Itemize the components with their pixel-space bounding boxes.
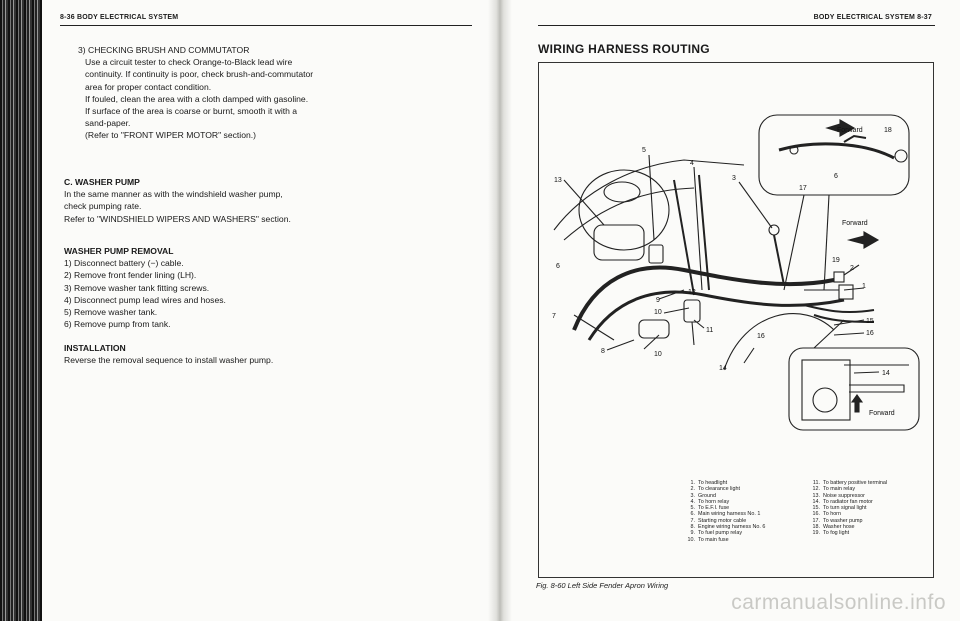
paragraph: Refer to "WINDSHIELD WIPERS AND WASHERS" section. <box>64 213 291 224</box>
left-header-rule <box>60 25 472 26</box>
label-14: 14 <box>882 370 890 377</box>
label-10: 10 <box>654 351 662 358</box>
legend-item: 14. To radiator fan motor <box>812 498 873 505</box>
wiring-diagram <box>544 110 924 475</box>
section-heading: INSTALLATION <box>64 343 126 353</box>
label-forward: Forward <box>869 410 895 417</box>
label-8: 8 <box>601 348 605 355</box>
label-3: 3 <box>732 175 736 182</box>
legend-item: 17. To washer pump <box>812 517 863 524</box>
section-installation <box>64 342 304 366</box>
book-binding <box>0 0 42 621</box>
paragraph: In the same manner as with the windshield washer pump, check pumping rate. <box>64 189 283 212</box>
label-16: 16 <box>757 333 765 340</box>
section-brush-commutator <box>78 44 318 142</box>
label-4: 4 <box>690 160 694 167</box>
paragraph: (Refer to "FRONT WIPER MOTOR" section.) <box>85 130 256 141</box>
left-page-header: 8-36 BODY ELECTRICAL SYSTEM <box>60 14 179 21</box>
step: 1) Disconnect battery (−) cable. <box>64 258 184 269</box>
label-10: 10 <box>654 309 662 316</box>
figure-caption: Fig. 8-60 Left Side Fender Apron Wiring <box>536 581 669 590</box>
legend-item: 9. To fuel pump relay <box>690 530 743 537</box>
figure-legend-right <box>808 480 887 537</box>
label-5: 5 <box>642 147 646 154</box>
legend-item: 4. To horn relay <box>690 498 730 505</box>
legend-item: 10. To main fuse <box>687 536 729 543</box>
label-19: 19 <box>832 257 840 264</box>
label-15: 15 <box>866 318 874 325</box>
legend-item: 13. Noise suppressor <box>812 492 865 499</box>
legend-item: 19. To fog light <box>812 530 850 537</box>
right-header-rule <box>538 25 935 26</box>
label-6: 6 <box>556 263 560 270</box>
section-title: 3) CHECKING BRUSH AND COMMUTATOR <box>78 45 250 55</box>
figure-legend-left <box>683 480 765 543</box>
label-18: 18 <box>884 127 892 134</box>
step: 6) Remove pump from tank. <box>64 319 171 330</box>
section-heading: WASHER PUMP REMOVAL <box>64 246 174 256</box>
legend-item: 6. Main wiring harness No. 1 <box>690 511 761 518</box>
legend-item: 12. To main relay <box>812 486 856 493</box>
watermark[interactable]: carmanualsonline.info <box>731 591 946 614</box>
label-1: 1 <box>862 283 866 290</box>
paragraph: Reverse the removal sequence to install washer pump. <box>64 355 274 366</box>
page-gutter <box>488 0 512 621</box>
legend-item: 5. To E.F.I. fuse <box>690 505 730 512</box>
label-forward: Forward <box>837 127 863 134</box>
legend-item: 2. To clearance light <box>690 486 740 493</box>
legend-item: 11. To battery positive terminal <box>812 480 888 486</box>
section-washer-pump <box>64 176 304 225</box>
step: 4) Disconnect pump lead wires and hoses. <box>64 294 226 305</box>
legend-item: 8. Engine wiring harness No. 6 <box>690 524 766 531</box>
paragraph: If fouled, clean the area with a cloth damped with gasoline. <box>85 93 309 104</box>
section-washer-pump-removal <box>64 245 304 330</box>
legend-item: 3. Ground <box>690 492 716 499</box>
legend-item: 1. To headlight <box>690 480 728 486</box>
label-16: 16 <box>866 330 874 337</box>
label-9: 9 <box>656 297 660 304</box>
label-11: 11 <box>706 327 714 334</box>
label-12: 12 <box>688 289 696 296</box>
legend-item: 16. To horn <box>812 511 841 518</box>
label-6: 6 <box>834 173 838 180</box>
label-13: 13 <box>554 177 562 184</box>
legend-item: 7. Starting motor cable <box>690 517 747 524</box>
paragraph: If surface of the area is coarse or burnt, smooth it with a sand-paper. <box>85 106 298 129</box>
label-17: 17 <box>799 185 807 192</box>
label-14: 14 <box>719 365 727 372</box>
label-forward: Forward <box>842 220 868 227</box>
figure-title: WIRING HARNESS ROUTING <box>538 42 710 56</box>
label-2: 2 <box>850 265 854 272</box>
step: 5) Remove washer tank. <box>64 307 158 318</box>
step: 3) Remove washer tank fitting screws. <box>64 282 210 293</box>
section-heading: C. WASHER PUMP <box>64 177 140 187</box>
paragraph: Use a circuit tester to check Orange-to-Black lead wire continuity. If continuity is poor, check brush-and-commutator area for proper contact condition. <box>85 57 314 92</box>
legend-item: 15. To turn signal light <box>812 505 867 512</box>
label-7: 7 <box>552 313 556 320</box>
step: 2) Remove front fender lining (LH). <box>64 270 197 281</box>
right-page-header: BODY ELECTRICAL SYSTEM 8-37 <box>813 14 932 21</box>
legend-item: 18. Washer hose <box>812 524 855 531</box>
